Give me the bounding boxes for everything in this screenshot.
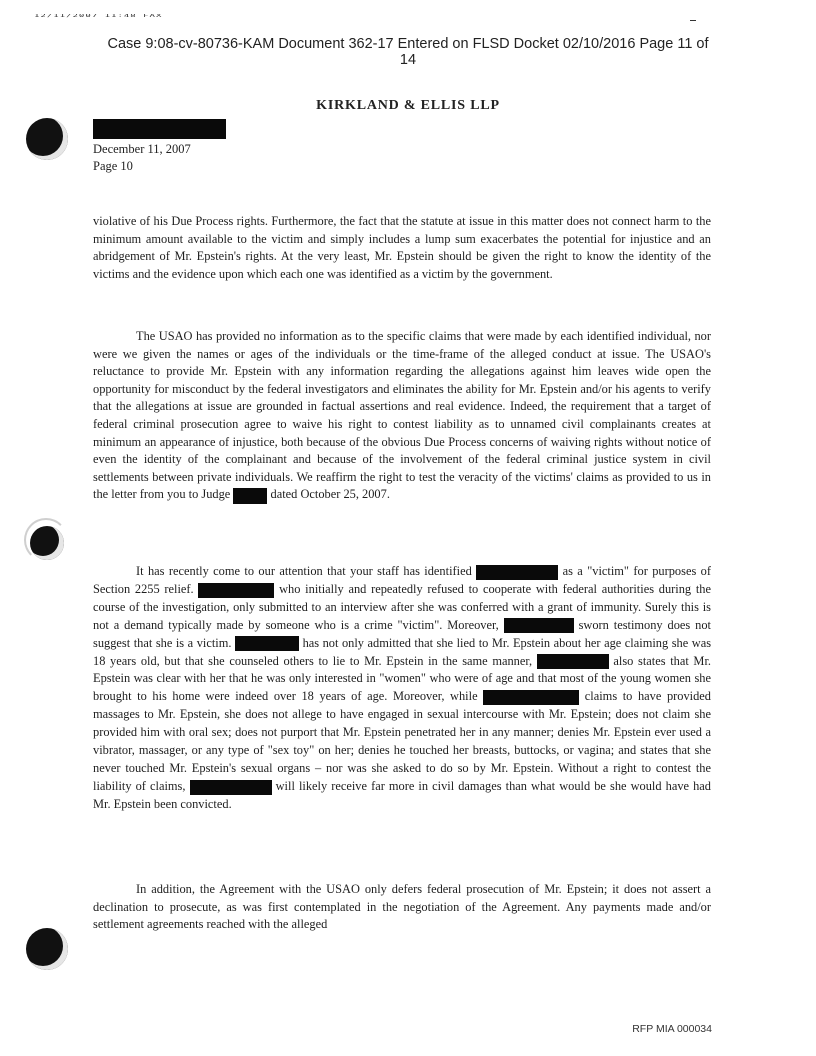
punch-hole-mid-fill	[30, 526, 64, 560]
paragraph-2	[93, 328, 711, 504]
punch-hole-bottom	[26, 928, 68, 970]
redaction-bar	[476, 565, 558, 580]
punch-hole-top	[26, 118, 68, 160]
redaction-bar	[537, 654, 609, 669]
redaction-bar	[198, 583, 274, 598]
case-header-line2: 14	[399, 52, 417, 68]
paragraph-2-text: The USAO has provided no information as to the specific claims that were made by each identified individual, nor were we given the names or ages of the individuals or the time-frame of the alleged conduct at issue. The USAO's reluctance to provide Mr. Epstein with any information regarding the allegations against him leaves wide open the opportunity for misconduct by the federal investigators and eliminates the ability for Mr. Epstein and/or his agents to verify that the allegations at issue are grounded in factual assertions and real evidence. Indeed, the requirement that a target of federal criminal prosecution agree to waive his right to contest liability as to unnamed civil complainants creates at minimum an appearance of injustice, both because of the obvious Due Process concerns of waiving rights without notice of even the identity of the complainant and because of the involvement of the federal criminal justice system in civil settlements between private individuals. We reaffirm the right to test the veracity of the victims' claims as provided to us in the letter from you to Judge	[93, 329, 711, 502]
address-block	[93, 119, 226, 175]
p3-sentence-7: claims to have provided massages to Mr. Epstein, she does not allege to have engaged in sexual intercourse with Mr. Epstein; does not claim she provided him with oral sex; does not purport that Mr. Epstein penetrated her in any manner; denies Mr. Epstein ever used a vibrator, massager, or any type of "sex toy" on her; denies he touched her breasts, buttocks, or vagina; and states that she never touched Mr. Epstein's sexual organs – nor was she asked to do so by Mr. Epstein. Without a right to contest the liability of claims,	[93, 689, 712, 793]
case-header-line1: Case 9:08-cv-80736-KAM Document 362-17 Entered on FLSD Docket 02/10/2016 Page 11 of	[107, 36, 709, 52]
paragraph-1: violative of his Due Process rights. Furthermore, the fact that the statute at issue in this matter does not connect harm to the minimum amount available to the victim and simply includes a lump sum exacerbates the potential for injustice and an abridgement of Mr. Epstein's rights. At the very least, Mr. Epstein should be given the right to know the identity of the victims and the evidence upon which each one was identified as a victim by the government.	[93, 214, 711, 281]
p3-sentence-6: also states that Mr. Epstein was clear with her that he was only interested in "women" who were of age and that most of the young women she brought to his home were indeed over 18 years of age. Moreover, while	[93, 653, 711, 704]
redaction-bar	[190, 780, 272, 795]
redaction-bar	[233, 488, 267, 504]
p3-sentence-2: as a "victim" for purposes of Section 2255 relief.	[93, 564, 711, 596]
paragraph-3	[93, 563, 711, 814]
letterhead: KIRKLAND & ELLIS LLP	[316, 98, 500, 113]
p3-sentence-5: has not only admitted that she lied to Mr. Epstein about her age claiming she was 18 years old, but that she counseled others to lie to Mr. Epstein in the same manner,	[93, 635, 712, 668]
case-header	[0, 36, 816, 68]
header-dash-mark	[690, 20, 696, 21]
p3-sentence-8: will likely receive far more in civil damages than what would be she would have had Mr. Epstein been convicted.	[93, 778, 711, 811]
paragraph-4: In addition, the Agreement with the USAO only defers federal prosecution of Mr. Epstein; it does not assert a declination to prosecute, as was first contemplated in the negotiation of the Agreement. Any payments made and/or settlement agreements reached with the alleged	[93, 882, 711, 932]
redaction-bar	[483, 690, 579, 705]
redaction-bar	[235, 636, 299, 651]
p3-sentence-1: It has recently come to our attention that your staff has identified	[136, 564, 472, 578]
redaction-bar	[93, 119, 226, 139]
redaction-bar	[504, 618, 574, 633]
letter-page-number: Page 10	[93, 159, 133, 173]
p3-sentence-4: sworn testimony does not suggest that she is a victim.	[93, 617, 711, 650]
bates-number: RFP MIA 000034	[632, 1023, 712, 1035]
fax-header: 12/11/2007 11:48 FAX	[34, 14, 163, 19]
paragraph-2-end: dated October 25, 2007.	[270, 487, 390, 502]
p3-sentence-3: who initially and repeatedly refused to cooperate with federal authorities during the course of the investigation, only submitted to an interview after she was conferred with a grant of immunity. Surely this is not a demand typically made by someone who is a crime "victim". Moreover,	[93, 581, 711, 632]
letter-date: December 11, 2007	[93, 142, 191, 156]
